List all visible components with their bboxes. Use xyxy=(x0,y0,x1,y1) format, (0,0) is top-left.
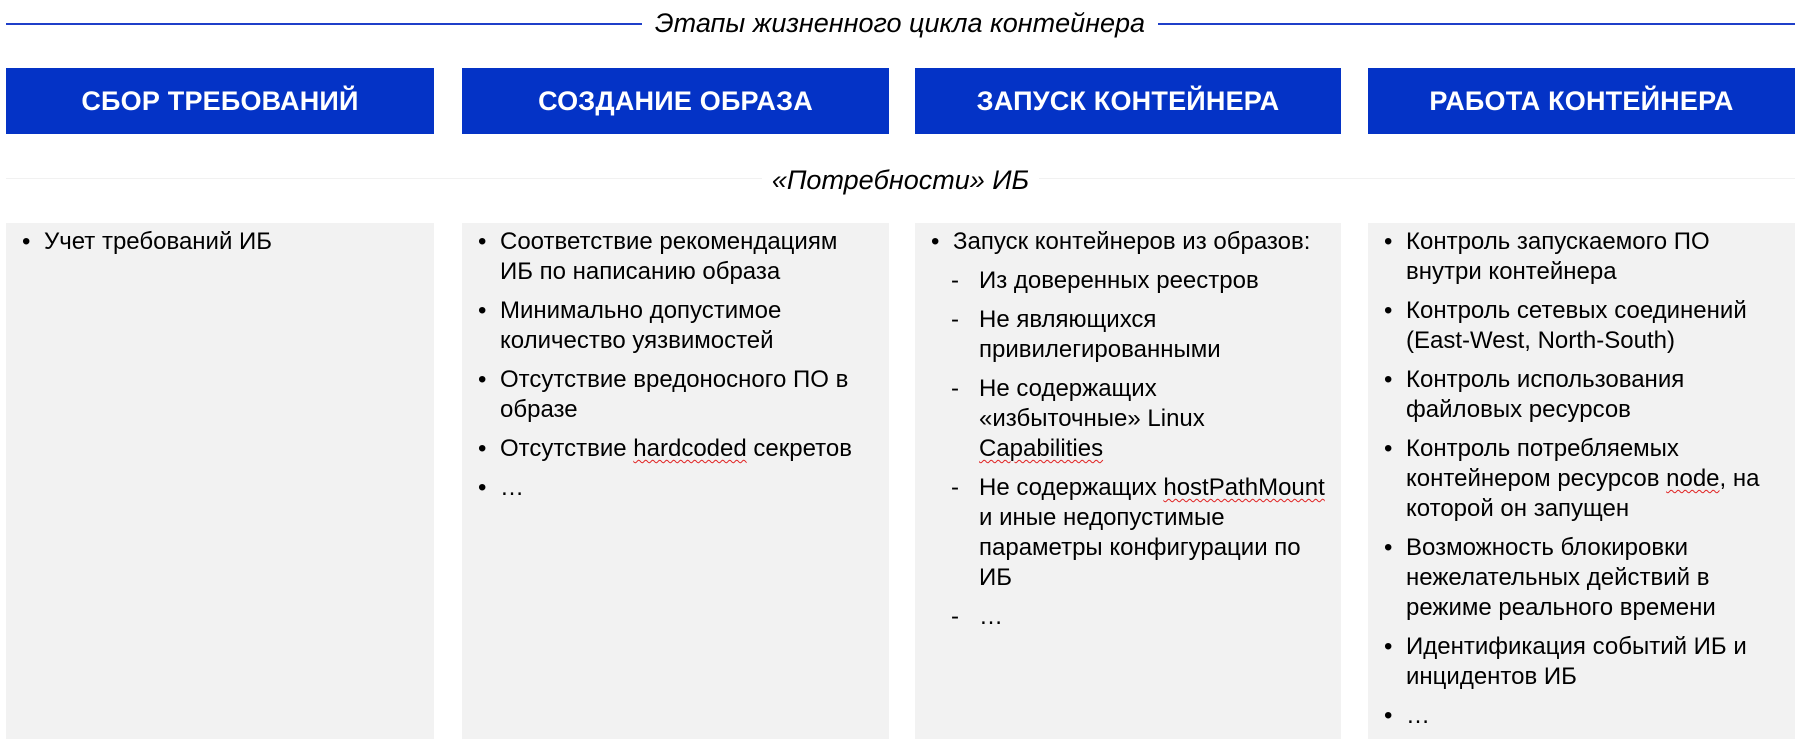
spellcheck-word: hardcoded xyxy=(633,435,747,462)
list-item: • Отсутствие вредоносного ПО в образе xyxy=(478,365,873,425)
dash-marker: - xyxy=(951,306,959,333)
list-item: • Учет требований ИБ xyxy=(22,227,418,257)
list-item: • Идентификация событий ИБ и инцидентов ИБ xyxy=(1384,632,1779,692)
dash-marker: - xyxy=(951,375,959,402)
container-runtime-list xyxy=(1384,227,1779,731)
list-item-text: , на которой он запущен xyxy=(1406,465,1760,522)
spellcheck-word: Capabilities xyxy=(979,435,1104,462)
list-item: • Контроль сетевых соединений (East-West, North-South) xyxy=(1384,296,1779,356)
stage-header-container-launch: ЗАПУСК КОНТЕЙНЕРА xyxy=(915,68,1341,134)
list-item: • Контроль запускаемого ПО внутри контейнера xyxy=(1384,227,1779,287)
list-item xyxy=(478,434,873,464)
sublist-item xyxy=(931,602,1325,632)
sublist-item xyxy=(931,374,1325,464)
sublist-item-text: Из доверенных реестров xyxy=(979,267,1259,294)
sublist-item-text: и иные недопустимые параметры конфигурации по ИБ xyxy=(979,504,1301,591)
requirements-box xyxy=(6,223,434,739)
sublist-item xyxy=(931,266,1325,296)
diagram-title-row xyxy=(0,0,1801,50)
container-launch-sublist xyxy=(931,266,1325,632)
dash-marker: - xyxy=(951,603,959,630)
container-launch-list xyxy=(931,227,1325,257)
dash-marker: - xyxy=(951,474,959,501)
container-launch-box xyxy=(915,223,1341,739)
list-item: • … xyxy=(478,473,873,503)
list-item: • Запуск контейнеров из образов: xyxy=(931,227,1325,257)
requirements-list xyxy=(22,227,418,257)
sublist-item-text: Не содержащих «избыточные» Linux xyxy=(979,375,1205,432)
list-item: • … xyxy=(1384,701,1779,731)
list-item: • Минимально допустимое количество уязвимостей xyxy=(478,296,873,356)
sublist-item-text: Не содержащих xyxy=(979,474,1164,501)
dash-marker: - xyxy=(951,267,959,294)
list-item: • Контроль использования файловых ресурсов xyxy=(1384,365,1779,425)
stage-header-container-runtime: РАБОТА КОНТЕЙНЕРА xyxy=(1368,68,1795,134)
image-build-box xyxy=(462,223,889,739)
list-item-text: Отсутствие xyxy=(500,435,634,462)
list-item: • Соответствие рекомендациям ИБ по написанию образа xyxy=(478,227,873,287)
list-item-text: Контроль потребляемых контейнером ресурсов xyxy=(1406,435,1679,492)
image-build-list xyxy=(478,227,873,503)
diagram-title: Этапы жизненного цикла контейнера xyxy=(654,8,1146,38)
spellcheck-word: node xyxy=(1666,465,1720,492)
sublist-item xyxy=(931,473,1325,593)
sublist-item xyxy=(931,305,1325,365)
spellcheck-word: hostPathMount xyxy=(1163,474,1325,501)
list-item-text: секретов xyxy=(746,435,852,462)
sublist-item-text: … xyxy=(979,603,1003,630)
subtitle-row xyxy=(0,162,1801,198)
list-item xyxy=(1384,434,1779,524)
list-item: • Возможность блокировки нежелательных действий в режиме реального времени xyxy=(1384,533,1779,623)
stage-header-image-build: СОЗДАНИЕ ОБРАЗА xyxy=(462,68,889,134)
sublist-item-text: Не являющихся привилегированными xyxy=(979,306,1221,363)
stage-header-requirements: СБОР ТРЕБОВАНИЙ xyxy=(6,68,434,134)
container-runtime-box xyxy=(1368,223,1795,739)
title-rule-right xyxy=(1158,23,1795,25)
title-rule-left xyxy=(6,23,642,25)
subtitle: «Потребности» ИБ xyxy=(762,165,1039,195)
